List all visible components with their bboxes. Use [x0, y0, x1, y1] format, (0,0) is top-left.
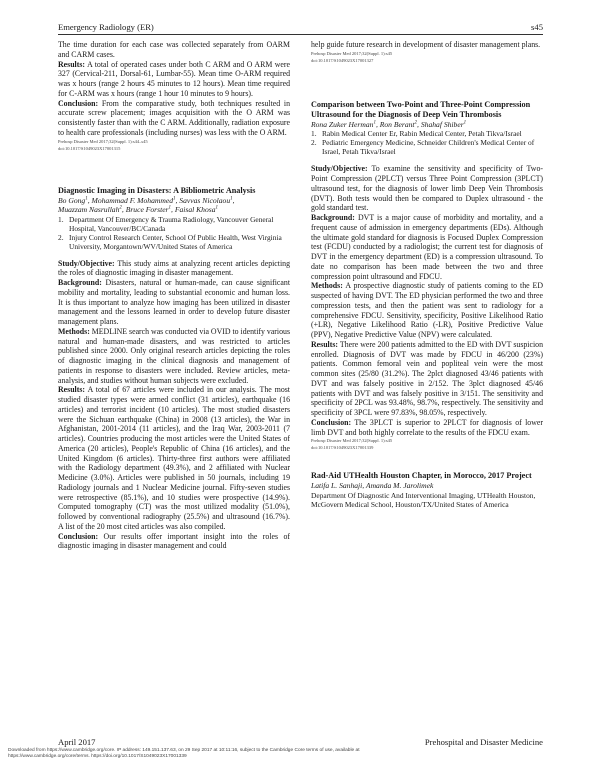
results-text: A total of operated cases under both C ARM and O ARM were 327 (Cervical-211, Dorsal-61, Lumbar-55). Mean time O-ARM required was x hours (range 2 hours 45 minutes to 12 hours). Mean time required for C-ARM was x hours (range 1 hour 10 minutes to 9 hours). [58, 59, 290, 98]
abstract-4-title: Rad-Aid UTHealth Houston Chapter, in Morocco, 2017 Project [311, 471, 532, 481]
author: , Mohammad F. Mohammed [87, 195, 173, 205]
citation-doi[interactable]: doi:10.1017/S1049023X17001315 [58, 145, 121, 151]
footer-journal: Prehospital and Disaster Medicine [424, 737, 543, 747]
objective-label: Study/Objective: [311, 164, 368, 174]
results-text: A total of 67 articles were included in our analysis. The most studied disaster types were armed conflict (31 articles), earthquake (16 articles) and terrorist incident (10 articles). The most studied disasters were the Sichuan earthquake (China) in 2008 (13 articles), the War in Afghanistan, 2001-2014 (11 articles), and the Iraq War, 2003-2011 (7 articles). Countries producing the most articles were the United States of America (20 articles), People's Republic of China (16 articles), and the United Kingdom (6 articles). Thirty-three first authors were affiliated with the Radiology department (49.3%), and 2 affiliated with Nuclear Medicine (3.0%). Articles were published in 50 journals, including 19 Radiology journals and 1 Nuclear Medicine journal. Fifty-seven studies were retrospective (85.1%), and 10 studies were prospective (14.9%). Computed tomography (CT) was the most utilized modality (51.0%), followed by conventional radiography (25.5%) and ultrasound (16.7%). A list of the 20 most cited articles was also compiled. [58, 385, 290, 531]
abstract-3-authors: Rona Zuker Herman$^1$, Ron Berant$^2$, Shahaf Shiber$^1$ [311, 119, 467, 129]
conclusion-label: Conclusion: [58, 98, 99, 108]
affiliation-text: Department Of Emergency & Trauma Radiology, Vancouver General Hospital, Vancouver/BC/Canada [69, 214, 274, 233]
conclusion-label: Conclusion: [311, 417, 352, 427]
background-text: Disasters, natural or human-made, can cause significant mobility and mortality, leading to substantial economic and human loss. It is thus important to analyze how imaging has been utilized in disaster management and the lessons learned in order to develop future disaster management plans. [58, 278, 290, 326]
download-line-2[interactable]: https://www.cambridge.org/core/terms. https://doi.org/10.1017/S1049023X17001339 [8, 754, 187, 760]
abstract-2-background [58, 278, 290, 327]
background-label: Background: [311, 213, 355, 222]
abstract-1-results [58, 60, 290, 99]
author: , Savvas Nicolaou [175, 195, 231, 205]
results-label: Results: [58, 59, 86, 69]
author: , Ron Berant [375, 119, 415, 129]
objective-text: To examine the sensitivity and specificity of Two-Point Compression (2PLCT) versus Three Point Compression (3PLCT) ultrasound test, for the diagnosis of lower limb Deep Vein Thrombosis (DVT). Both tests would then be compared to Duplex ultrasound - the gold standard test. [311, 164, 543, 213]
abstract-2-objective [58, 259, 290, 279]
conclusion-text: The 3PLCT is superior to 2PLCT for diagnosis of lower limb DVT and both highly correlate to the results of the FDCU exam. [311, 417, 543, 437]
abstract-3-results [311, 340, 543, 418]
running-footer [58, 737, 543, 747]
abstract-2-citation [311, 50, 543, 64]
conclusion-label: Conclusion: [58, 531, 99, 541]
abstract-2-results [58, 385, 290, 531]
footer-date: April 2017 [58, 737, 96, 747]
download-notice [8, 748, 568, 761]
abstract-3-affiliations [311, 129, 543, 156]
abstract-2-affiliations [58, 215, 290, 251]
methods-label: Methods: [58, 326, 90, 336]
methods-label: Methods: [311, 281, 343, 291]
objective-text: This study aims at analyzing recent articles depicting the roles of diagnostic imaging in disaster management. [58, 258, 290, 278]
citation-journal: Prehosp Disaster Med 2017;32(Suppl. 1):s45 [311, 438, 393, 444]
running-header [58, 18, 543, 32]
author: , Shahaf Shiber [417, 119, 464, 129]
affiliation-number: 1. [58, 214, 64, 224]
right-column [311, 40, 543, 509]
results-text: There were 200 patients admitted to the ED with DVT suspicion enrolled. Diagnosis of DVT was made by FDCU in 46/200 (23%) patients. Common femoral vein and popliteal vein were the most common sites (25/80 (31.2%). The 2plct diagnosed 43/46 patients with DVT and was falsely positive in 2/152. The 3plct diagnosed 45/46 patients with DVT and was falsely positive in 3/151. The sensitivity and specificity of 2PCL was 93.48%, 98.7%, respectively. The sensitivity and specificity of 3PCL were 97.83%, 98.05%, respectively. [311, 339, 543, 417]
abstract-3-conclusion [311, 418, 543, 438]
author: Muazzam Nasrullah [58, 205, 120, 214]
author: , Bruce Forster [121, 205, 169, 214]
conclusion-text: From the comparative study, both techniques resulted in accurate screw placement; images acquisition with the O ARM was consistently faster than with the C ARM. Additionally, radiation exposure to health care professionals (including nurses) was less with the O ARM. [58, 98, 291, 137]
methods-text: MEDLINE search was conducted via OVID to identify various natural and human-made disasters, and was restricted to articles published since 2000. Only original research articles depicting the roles of diagnostic imaging in the clinical diagnosis and management of patients in response to disasters were included. Review articles, meta-analysis, and studies without human subjects were excluded. [58, 326, 290, 385]
abstract-3-background [311, 213, 543, 281]
download-line-1[interactable]: Downloaded from https://www.cambridge.org/core. IP address: 149.151.137.63, on 29 Sep 2017 at 10:11:16, subject to the Cambridge Core terms of use, available at [8, 748, 360, 753]
author: Rona Zuker Herman [311, 119, 374, 129]
affiliation-text: Pediatric Emergency Medicine, Schneider Children's Medical Center of Israel, Petah Tikva/Israel [322, 138, 535, 157]
background-text: DVT is a major cause of morbidity and mortality, and a frequent cause of admission in emergency departments (EDs). Although the ultimate gold standard for diagnosis is Focused Duplex Compression test (FCDU) conducted by a radiologist; the current test for diagnosis of DVT in the emergency department (ED) is a compression ultrasound. To date no comparison has been made between the two and three compression point ultrasound and FDCU. [311, 213, 544, 281]
results-label: Results: [58, 385, 86, 395]
affiliation [311, 138, 543, 156]
header-rule [58, 34, 543, 35]
methods-text: A prospective diagnostic study of patients coming to the ED suspected of having DVT. The ED physician performed the two and three compression tests, and then the patient was sent to radiology for a comprehensive FDCU. Sensitivity, specificity, Positive Likelihood Ratio (+LR), Negative Likelihood Ratio (-LR), Positive Predictive Value (PPV), Negative Predictive Value (NPV) were calculated. [311, 281, 544, 339]
citation-doi[interactable]: doi:10.1017/S1049023X17001339 [311, 445, 374, 451]
affiliation-number: 2. [58, 232, 64, 242]
abstract-2-authors: Bo Gong$^1$, Mohammad F. Mohammed$^1$, Savvas Nicolaou$^1$, Muazzam Nasrullah$^2$, Bruce Forster$^1$, Faisal Khosa$^1$ [58, 195, 235, 214]
abstract-2-title: Diagnostic Imaging in Disasters: A Bibliometric Analysis [58, 185, 256, 195]
affiliation-text: Injury Control Research Center, School Of Public Health, West Virginia University, Morgantown/WV/United States of America [69, 232, 282, 251]
results-label: Results: [311, 339, 339, 349]
author: Bo Gong [58, 195, 86, 205]
abstract-3-citation [311, 437, 543, 451]
affiliation [58, 215, 290, 233]
abstract-2-continuation: help guide future research in development of disaster management plans. [311, 40, 541, 49]
left-column [58, 40, 290, 551]
affiliation-number: 2. [311, 138, 317, 148]
citation-doi[interactable]: doi:10.1017/S1049023X17001327 [311, 57, 374, 63]
citation-journal: Prehosp Disaster Med 2017;32(Suppl. 1):s45 [311, 50, 393, 56]
author-separator: , [232, 195, 235, 205]
abstract-1-citation [58, 138, 290, 152]
abstract-1-intro: The time duration for each case was collected separately from OARM and CARM cases. [58, 40, 290, 59]
affiliation-text: Rabin Medical Center Er, Rabin Medical Center, Petah Tikva/Israel [322, 129, 522, 139]
conclusion-text: Our results offer important insight into the roles of diagnostic imaging in disaster management and could [58, 531, 290, 551]
background-label: Background: [58, 278, 102, 287]
abstract-3-methods [311, 281, 543, 340]
affiliation [58, 233, 290, 251]
citation-journal: Prehosp Disaster Med 2017;32(Suppl. 1):s44–s45 [58, 138, 148, 144]
abstract-4-affiliation: Department Of Diagnostic And Interventional Imaging, UTHealth Houston, McGovern Medical School, Houston/TX/United States of America [311, 490, 536, 509]
abstract-3-objective [311, 164, 543, 213]
header-section-title: Emergency Radiology (ER) [58, 22, 154, 32]
abstract-2-conclusion [58, 532, 290, 552]
affiliation-number: 1. [311, 129, 317, 139]
author: , Faisal Khosa [171, 205, 216, 214]
affiliation [311, 129, 543, 138]
abstract-1-conclusion [58, 99, 290, 138]
abstract-4-authors: Latifa L. Sanhaji, Amanda M. Jarolimek [311, 481, 434, 491]
objective-label: Study/Objective: [58, 258, 115, 268]
abstract-2-methods [58, 327, 290, 386]
header-page-number: s45 [531, 22, 543, 32]
abstract-3-title: Comparison between Two-Point and Three-Point Compression Ultrasound for the Diagnosis of Deep Vein Thrombosis [311, 99, 531, 119]
